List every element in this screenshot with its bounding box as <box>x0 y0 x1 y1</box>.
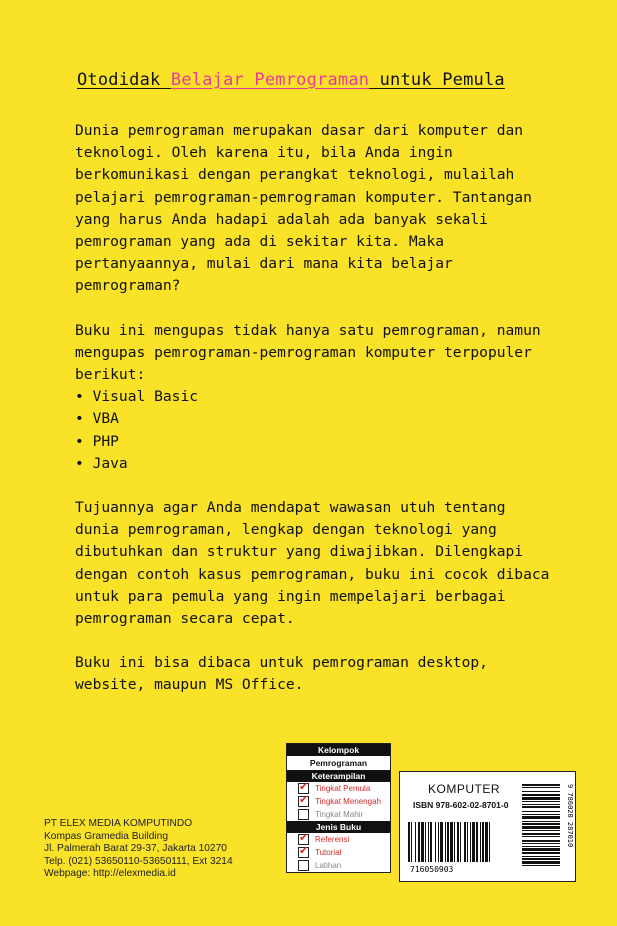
category-box <box>286 743 391 873</box>
skill-label: Tingkat Mahir <box>315 810 364 819</box>
skill-row <box>287 795 390 808</box>
type-row <box>287 846 390 859</box>
type-label: Tutorial <box>315 848 342 857</box>
barcode-side-number: 9 786020 287010 <box>566 784 574 848</box>
title-part-2: untuk Pemula <box>369 70 505 90</box>
title-part-1: Otodidak <box>77 70 171 90</box>
group-value: Pemrograman <box>309 758 368 768</box>
checked-box-icon <box>298 847 309 858</box>
barcode-bottom-number: 716050903 <box>410 865 454 874</box>
vertical-barcode-icon <box>522 784 560 866</box>
title-highlight: Belajar Pemrograman <box>170 70 370 90</box>
list-item: • VBA <box>75 408 555 430</box>
skill-label: Tingkat Pemula <box>315 784 371 793</box>
type-row <box>287 859 390 872</box>
empty-box-icon <box>298 860 309 871</box>
book-title <box>77 70 505 90</box>
empty-box-icon <box>298 809 309 820</box>
skill-header: Keterampilan <box>287 770 390 782</box>
type-label: Latihan <box>315 861 342 870</box>
list-item: • PHP <box>75 431 555 453</box>
publisher-web: Webpage: http://elexmedia.id <box>44 868 176 880</box>
barcode-category: KOMPUTER <box>428 782 501 796</box>
blurb <box>75 120 555 719</box>
type-label: Referensi <box>315 835 350 844</box>
paragraph-usage: Buku ini bisa dibaca untuk pemrograman desktop, website, maupun MS Office. <box>75 654 488 694</box>
group-header: Kelompok <box>287 744 390 756</box>
list-item: • Visual Basic <box>75 386 555 408</box>
checked-box-icon <box>298 796 309 807</box>
paragraph-contents: Buku ini mengupas tidak hanya satu pemrograman, namun mengupas pemrograman-pemrograman komputer terpopuler berikut: <box>75 321 541 384</box>
paragraph-intro: Dunia pemrograman merupakan dasar dari komputer dan teknologi. Oleh karena itu, bila Anda ingin berkomunikasi dengan perangkat teknologi, mulailah pelajari pemrograman-pemrograman komputer. Tantangan yang harus Anda hadapi adalah ada banyak sekali pemrograman yang ada di sekitar kita. Maka pertanyaannya, mulai dari mana kita belajar pemrograman? <box>75 122 532 295</box>
skill-label: Tingkat Menengah <box>315 797 381 806</box>
publisher-building: Kompas Gramedia Building <box>44 830 169 842</box>
isbn-number: ISBN 978-602-02-8701-0 <box>413 800 509 810</box>
horizontal-barcode-icon <box>408 822 490 862</box>
skill-row <box>287 808 390 821</box>
publisher-name: PT ELEX MEDIA KOMPUTINDO <box>44 818 193 829</box>
barcode-graphic <box>400 772 575 881</box>
paragraph-goal: Tujuannya agar Anda mendapat wawasan utuh tentang dunia pemrograman, lengkap dengan teknologi yang dibutuhkan dan struktur yang diwajibkan. Dilengkapi dengan contoh kasus pemrograman, buku ini cocok dibaca untuk para pemula yang ingin mempelajari berbagai pemrograman secara cepat. <box>75 499 550 628</box>
barcode-box <box>399 771 576 882</box>
list-item: • Java <box>75 453 555 475</box>
type-header: Jenis Buku <box>287 821 390 833</box>
publisher-phone: Telp. (021) 53650110-53650111, Ext 3214 <box>44 855 233 867</box>
language-list <box>75 386 555 475</box>
publisher-info <box>44 818 233 881</box>
publisher-address: Jl. Palmerah Barat 29-37, Jakarta 10270 <box>44 843 227 855</box>
